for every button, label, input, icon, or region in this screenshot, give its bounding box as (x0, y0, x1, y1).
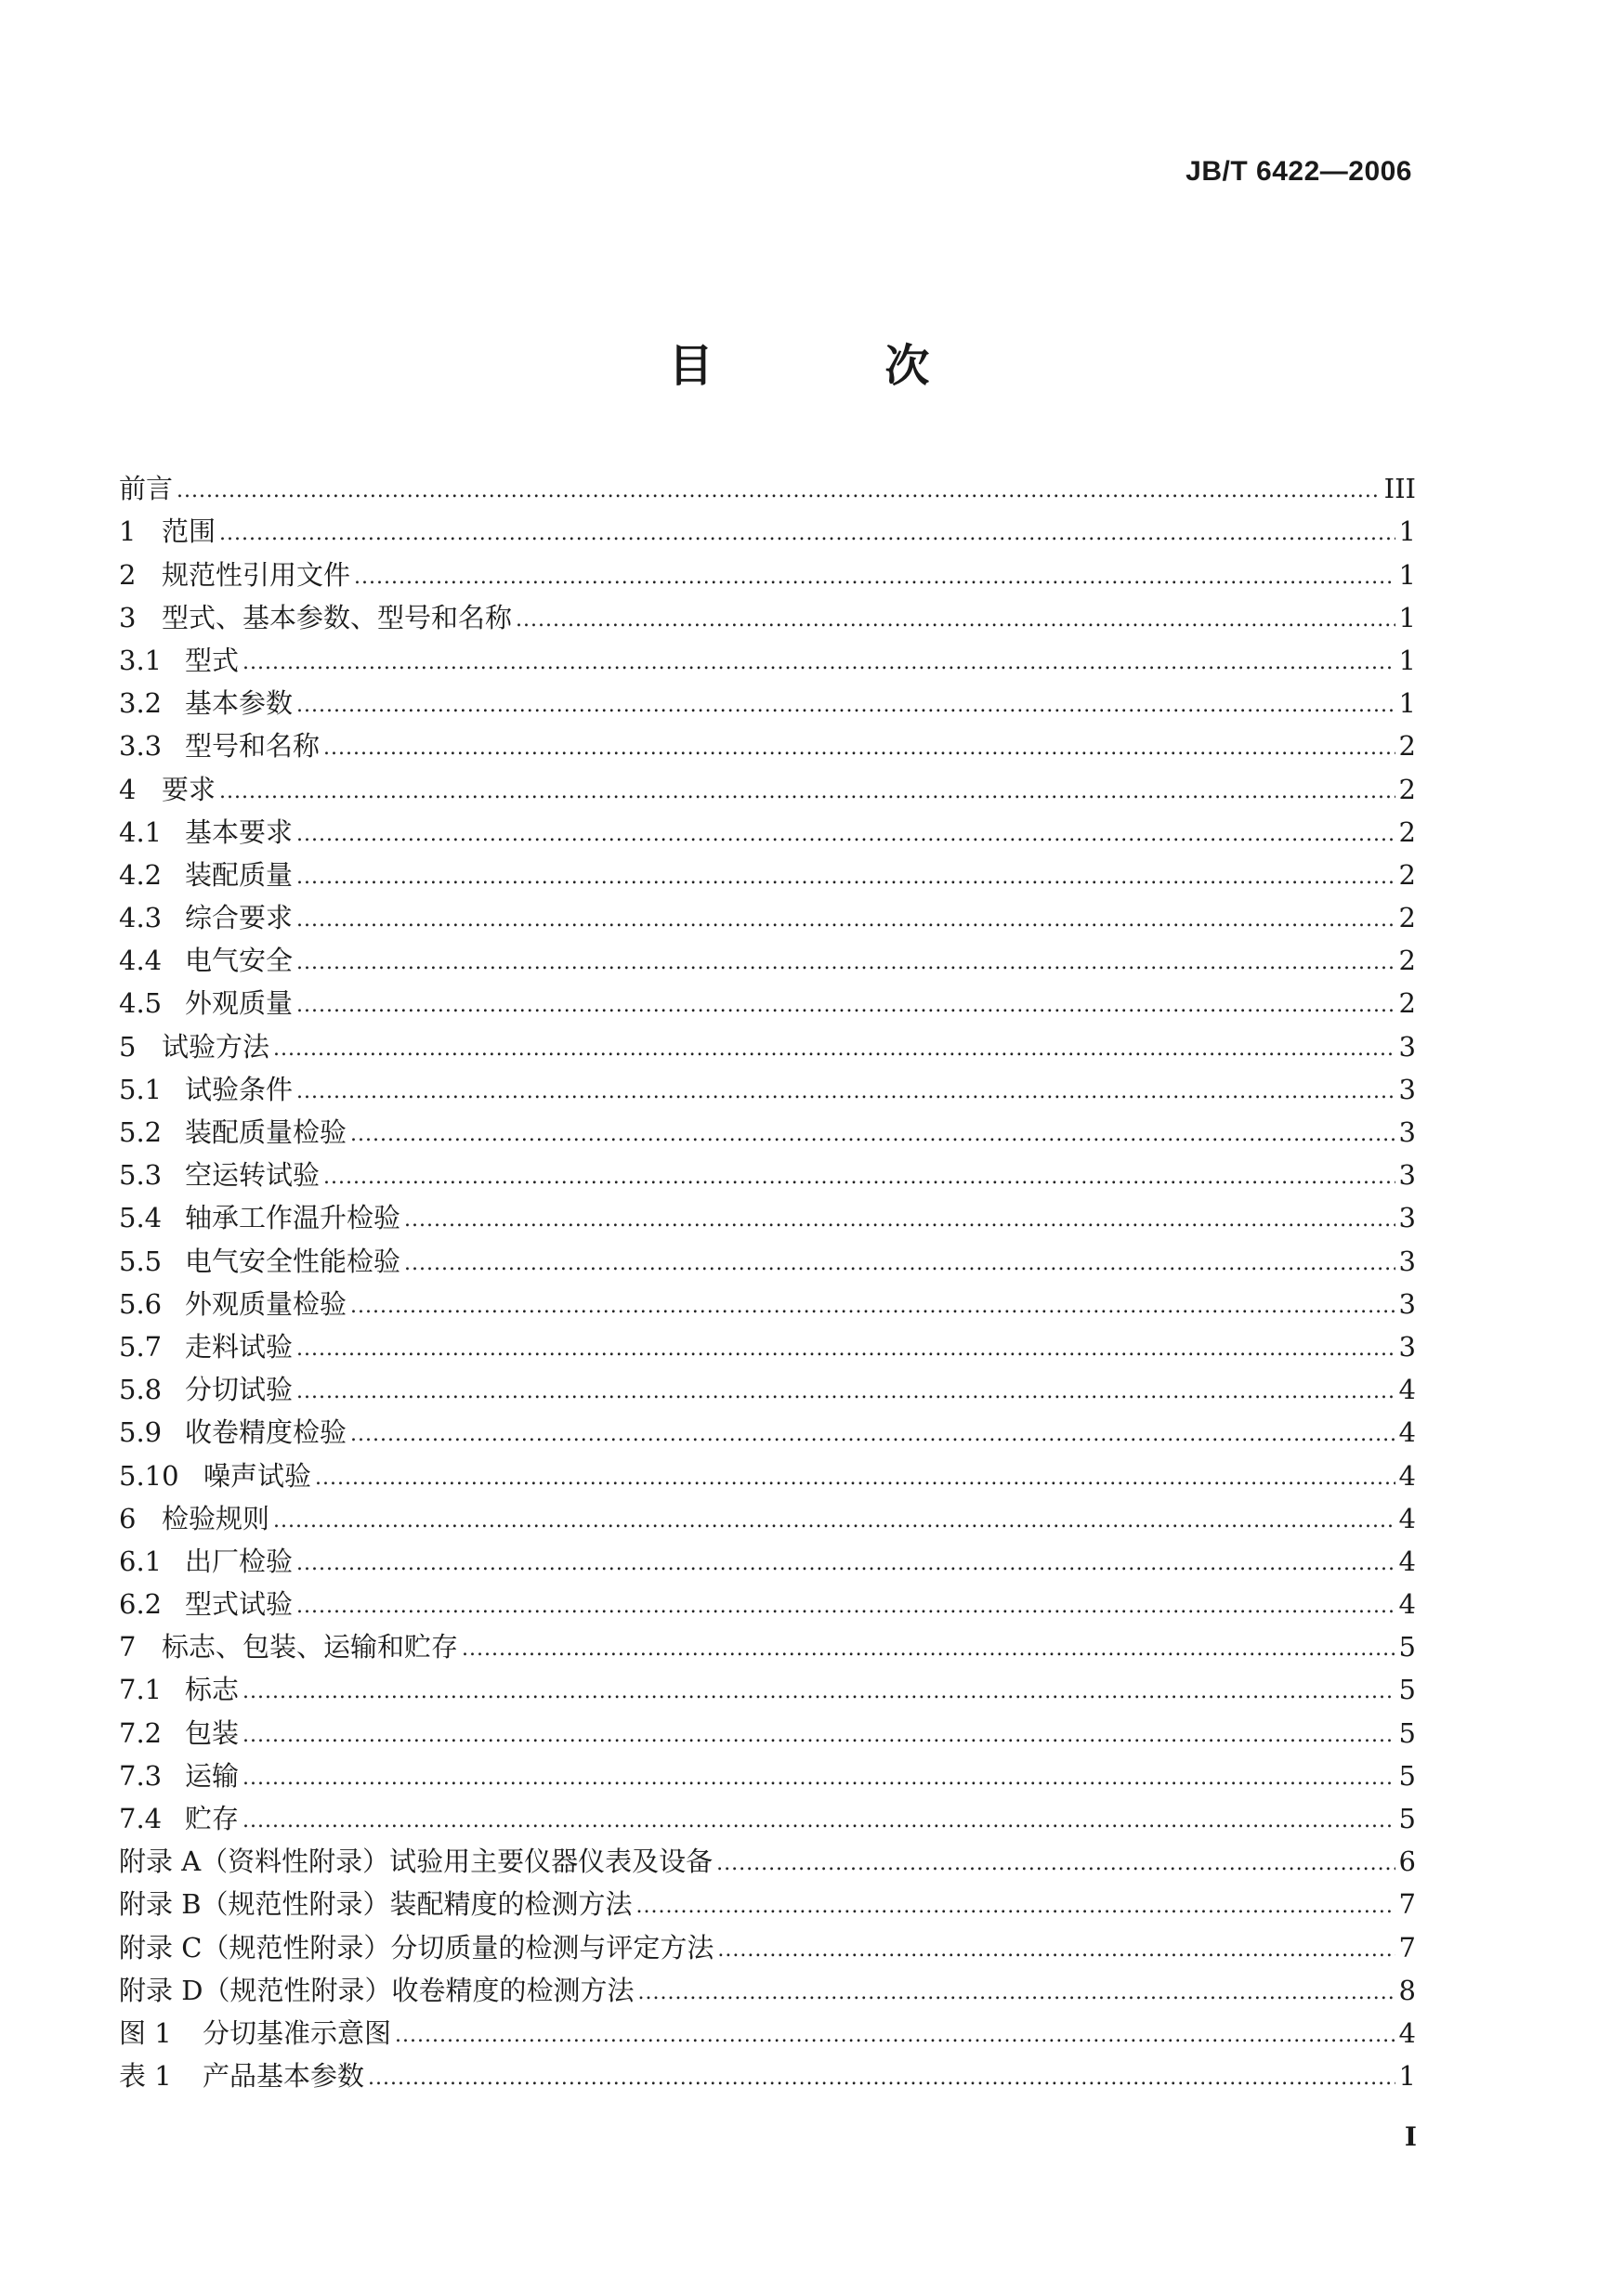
toc-entry[interactable] (119, 463, 1416, 505)
toc-entry-number: 5.10 (119, 1459, 179, 1492)
toc-dot-leader (636, 1893, 1395, 1921)
toc-dot-leader (350, 1421, 1395, 1449)
toc-dot-leader (462, 1636, 1395, 1663)
toc-dot-leader (323, 1164, 1395, 1192)
toc-dot-leader (368, 2065, 1395, 2093)
toc-entry[interactable] (119, 2050, 1416, 2093)
toc-entry-page: 4 (1398, 1502, 1416, 1534)
toc-entry-title: 试验方法 (162, 1030, 270, 1063)
toc-entry-number: 7.1 (119, 1674, 163, 1706)
toc-entry-page: 4 (1398, 1459, 1416, 1492)
toc-entry[interactable] (119, 892, 1416, 934)
toc-entry-number: 6 (119, 1502, 137, 1534)
toc-entry[interactable] (119, 2007, 1416, 2050)
toc-entry-page: 4 (1398, 1545, 1416, 1577)
toc-dot-leader (354, 564, 1395, 592)
toc-entry-number: 4 (119, 773, 137, 805)
toc-entry-number: 5 (119, 1030, 137, 1063)
toc-entry-page: 4 (1398, 1374, 1416, 1406)
toc-entry[interactable] (119, 1321, 1416, 1363)
toc-entry-number: 6.2 (119, 1588, 163, 1621)
table-of-contents (119, 463, 1416, 2093)
toc-entry-number: 5.4 (119, 1202, 163, 1234)
toc-entry[interactable] (119, 1793, 1416, 1835)
toc-entry-title: 贮存 (185, 1803, 240, 1834)
toc-entry[interactable] (119, 634, 1416, 677)
toc-entry[interactable] (119, 977, 1416, 1020)
toc-entry-number: 3.1 (119, 644, 163, 676)
toc-entry-number: 4.1 (119, 815, 163, 848)
toc-entry-title: 基本要求 (185, 815, 294, 848)
toc-entry-page: 4 (1398, 1416, 1416, 1449)
toc-entry-number: 4.2 (119, 858, 163, 891)
standard-code: JB/T 6422—2006 (1185, 156, 1412, 187)
toc-entry-title: 检验规则 (162, 1502, 270, 1534)
toc-entry[interactable] (119, 1406, 1416, 1449)
toc-entry-number: 4.3 (119, 902, 163, 934)
toc-entry-number: 3 (119, 601, 137, 633)
toc-entry-number: 7.3 (119, 1759, 163, 1792)
toc-entry-page: 7 (1398, 1888, 1416, 1921)
toc-entry-page: III (1383, 473, 1416, 505)
toc-entry-title: 分切试验 (185, 1374, 294, 1406)
toc-entry-page: 4 (1398, 1588, 1416, 1621)
toc-entry-title: 附录 B（规范性附录）装配精度的检测方法 (119, 1888, 633, 1921)
toc-entry-title: 出厂检验 (185, 1545, 294, 1577)
toc-dot-leader (242, 1678, 1395, 1706)
toc-entry-title: 包装 (185, 1716, 240, 1749)
toc-entry-number: 3.2 (119, 687, 163, 720)
toc-dot-leader (296, 692, 1395, 720)
toc-dot-leader (296, 992, 1395, 1020)
page-title: 目 次 (668, 340, 1008, 392)
toc-entry[interactable] (119, 849, 1416, 892)
toc-entry[interactable] (119, 1706, 1416, 1749)
toc-entry[interactable] (119, 505, 1416, 548)
toc-entry-title: 装配质量 (185, 858, 294, 891)
toc-entry-page: 1 (1398, 644, 1416, 676)
toc-entry-title: 走料试验 (185, 1330, 294, 1363)
toc-dot-leader (395, 2022, 1395, 2050)
toc-entry-page: 3 (1398, 1330, 1416, 1363)
toc-entry-title: 范围 (162, 515, 216, 548)
toc-dot-leader (296, 821, 1395, 849)
toc-dot-leader (273, 1036, 1395, 1063)
toc-entry-title: 运输 (185, 1759, 240, 1792)
toc-dot-leader (296, 864, 1395, 892)
toc-dot-leader (404, 1207, 1395, 1234)
toc-entry[interactable] (119, 592, 1416, 634)
toc-entry-title: 附录 A（资料性附录）试验用主要仪器仪表及设备 (119, 1846, 714, 1878)
toc-entry-page: 1 (1398, 687, 1416, 720)
toc-entry-page: 3 (1398, 1245, 1416, 1277)
toc-dot-leader (296, 907, 1395, 934)
toc-entry-page: 3 (1398, 1287, 1416, 1320)
toc-entry[interactable] (119, 1278, 1416, 1321)
toc-entry-title: 标志 (185, 1674, 240, 1706)
toc-dot-leader (296, 1593, 1395, 1621)
toc-entry[interactable] (119, 1578, 1416, 1621)
toc-entry-page: 5 (1398, 1674, 1416, 1706)
toc-entry-title: 附录 C（规范性附录）分切质量的检测与评定方法 (119, 1931, 714, 1963)
toc-dot-leader (296, 1550, 1395, 1578)
toc-entry[interactable] (119, 1063, 1416, 1106)
toc-entry-page: 6 (1398, 1846, 1416, 1878)
toc-entry-page: 2 (1398, 730, 1416, 763)
toc-entry-page: 2 (1398, 987, 1416, 1020)
toc-entry[interactable] (119, 1149, 1416, 1192)
toc-dot-leader (242, 1722, 1395, 1750)
toc-entry-number: 5.1 (119, 1073, 163, 1105)
toc-entry[interactable] (119, 1878, 1416, 1921)
toc-dot-leader (516, 607, 1395, 634)
toc-entry[interactable] (119, 677, 1416, 720)
toc-entry[interactable] (119, 1106, 1416, 1149)
toc-entry-number: 5.8 (119, 1374, 163, 1406)
toc-entry-page: 2 (1398, 815, 1416, 848)
toc-entry-page: 2 (1398, 902, 1416, 934)
toc-entry-title: 分切基准示意图 (203, 2016, 392, 2049)
toc-entry-page: 2 (1398, 945, 1416, 977)
toc-entry-title: 标志、包装、运输和贮存 (162, 1631, 459, 1663)
toc-entry-title: 综合要求 (185, 902, 294, 934)
toc-entry-page: 5 (1398, 1631, 1416, 1663)
toc-entry-title: 前言 (119, 473, 174, 505)
toc-entry-number: 表 1 (119, 2060, 172, 2093)
toc-dot-leader (296, 1378, 1395, 1406)
toc-dot-leader (242, 1807, 1395, 1835)
toc-entry-title: 电气安全性能检验 (185, 1245, 401, 1277)
toc-dot-leader (350, 1293, 1395, 1321)
toc-dot-leader (296, 1078, 1395, 1106)
toc-entry-page: 3 (1398, 1202, 1416, 1234)
toc-entry-page: 5 (1398, 1759, 1416, 1792)
toc-entry-page: 1 (1398, 601, 1416, 633)
toc-entry-page: 2 (1398, 773, 1416, 805)
toc-entry-page: 5 (1398, 1716, 1416, 1749)
toc-dot-leader (242, 649, 1395, 677)
toc-entry[interactable] (119, 1020, 1416, 1063)
toc-entry-title: 型式、基本参数、型号和名称 (162, 601, 513, 633)
toc-dot-leader (315, 1465, 1395, 1493)
toc-dot-leader (219, 520, 1395, 548)
toc-entry-title: 装配质量检验 (185, 1116, 347, 1148)
toc-dot-leader (296, 949, 1395, 977)
toc-entry-page: 5 (1398, 1803, 1416, 1834)
toc-entry-page: 3 (1398, 1159, 1416, 1192)
toc-entry[interactable] (119, 1493, 1416, 1535)
toc-entry-title: 外观质量 (185, 987, 294, 1020)
toc-entry[interactable] (119, 1835, 1416, 1878)
toc-entry-title: 要求 (162, 773, 216, 805)
toc-entry-title: 噪声试验 (203, 1459, 312, 1492)
toc-dot-leader (716, 1850, 1395, 1878)
toc-entry-number: 5.6 (119, 1287, 163, 1320)
toc-entry-title: 产品基本参数 (203, 2060, 365, 2093)
toc-entry[interactable] (119, 720, 1416, 763)
toc-entry-number: 7 (119, 1631, 137, 1663)
toc-dot-leader (296, 1336, 1395, 1363)
toc-dot-leader (242, 1765, 1395, 1793)
toc-entry-number: 6.1 (119, 1545, 163, 1577)
toc-entry-title: 附录 D（规范性附录）收卷精度的检测方法 (119, 1974, 635, 2006)
toc-entry[interactable] (119, 1750, 1416, 1793)
toc-entry[interactable] (119, 1192, 1416, 1234)
toc-entry[interactable] (119, 548, 1416, 591)
toc-entry-title: 轴承工作温升检验 (185, 1202, 401, 1234)
toc-entry[interactable] (119, 763, 1416, 805)
toc-entry-number: 2 (119, 558, 137, 591)
toc-entry[interactable] (119, 934, 1416, 977)
toc-entry-page: 1 (1398, 558, 1416, 591)
toc-entry-title: 空运转试验 (185, 1159, 321, 1192)
page-number: I (1404, 2121, 1417, 2152)
toc-dot-leader (219, 778, 1395, 806)
toc-entry-page: 2 (1398, 858, 1416, 891)
toc-entry-title: 规范性引用文件 (162, 558, 351, 591)
toc-entry-number: 5.7 (119, 1330, 163, 1363)
toc-dot-leader (717, 1937, 1395, 1964)
toc-entry-number: 7.4 (119, 1803, 163, 1834)
toc-entry-page: 3 (1398, 1116, 1416, 1148)
toc-entry-number: 1 (119, 515, 137, 548)
toc-entry-number: 5.3 (119, 1159, 163, 1192)
toc-entry-page: 4 (1398, 2016, 1416, 2049)
toc-entry-number: 4.5 (119, 987, 163, 1020)
toc-entry[interactable] (119, 1363, 1416, 1406)
toc-entry-page: 3 (1398, 1073, 1416, 1105)
toc-entry-title: 电气安全 (185, 945, 294, 977)
toc-entry-title: 外观质量检验 (185, 1287, 347, 1320)
toc-entry-page: 7 (1398, 1931, 1416, 1963)
toc-dot-leader (404, 1250, 1395, 1278)
toc-entry-page: 1 (1398, 2060, 1416, 2093)
toc-entry[interactable] (119, 1964, 1416, 2007)
toc-entry-number: 5.5 (119, 1245, 163, 1277)
toc-entry-title: 型式试验 (185, 1588, 294, 1621)
toc-entry[interactable] (119, 1535, 1416, 1578)
toc-entry[interactable] (119, 1621, 1416, 1663)
toc-entry-number: 3.3 (119, 730, 163, 763)
toc-entry[interactable] (119, 1234, 1416, 1277)
toc-dot-leader (350, 1121, 1395, 1149)
toc-dot-leader (323, 735, 1395, 763)
toc-entry[interactable] (119, 1663, 1416, 1706)
toc-entry-page: 8 (1398, 1974, 1416, 2006)
toc-entry-number: 7.2 (119, 1716, 163, 1749)
toc-entry-number: 4.4 (119, 945, 163, 977)
toc-entry-page: 3 (1398, 1030, 1416, 1063)
toc-entry-title: 收卷精度检验 (185, 1416, 347, 1449)
toc-entry-title: 型号和名称 (185, 730, 321, 763)
toc-entry[interactable] (119, 1921, 1416, 1963)
toc-entry[interactable] (119, 1449, 1416, 1492)
toc-entry[interactable] (119, 806, 1416, 849)
toc-entry-number: 图 1 (119, 2016, 172, 2049)
toc-entry-page: 1 (1398, 515, 1416, 548)
toc-entry-number: 5.2 (119, 1116, 163, 1148)
toc-entry-title: 基本参数 (185, 687, 294, 720)
toc-entry-title: 型式 (185, 644, 240, 676)
toc-dot-leader (177, 477, 1381, 505)
toc-entry-title: 试验条件 (185, 1073, 294, 1105)
toc-dot-leader (637, 1979, 1395, 2007)
toc-dot-leader (273, 1507, 1395, 1535)
toc-entry-number: 5.9 (119, 1416, 163, 1449)
